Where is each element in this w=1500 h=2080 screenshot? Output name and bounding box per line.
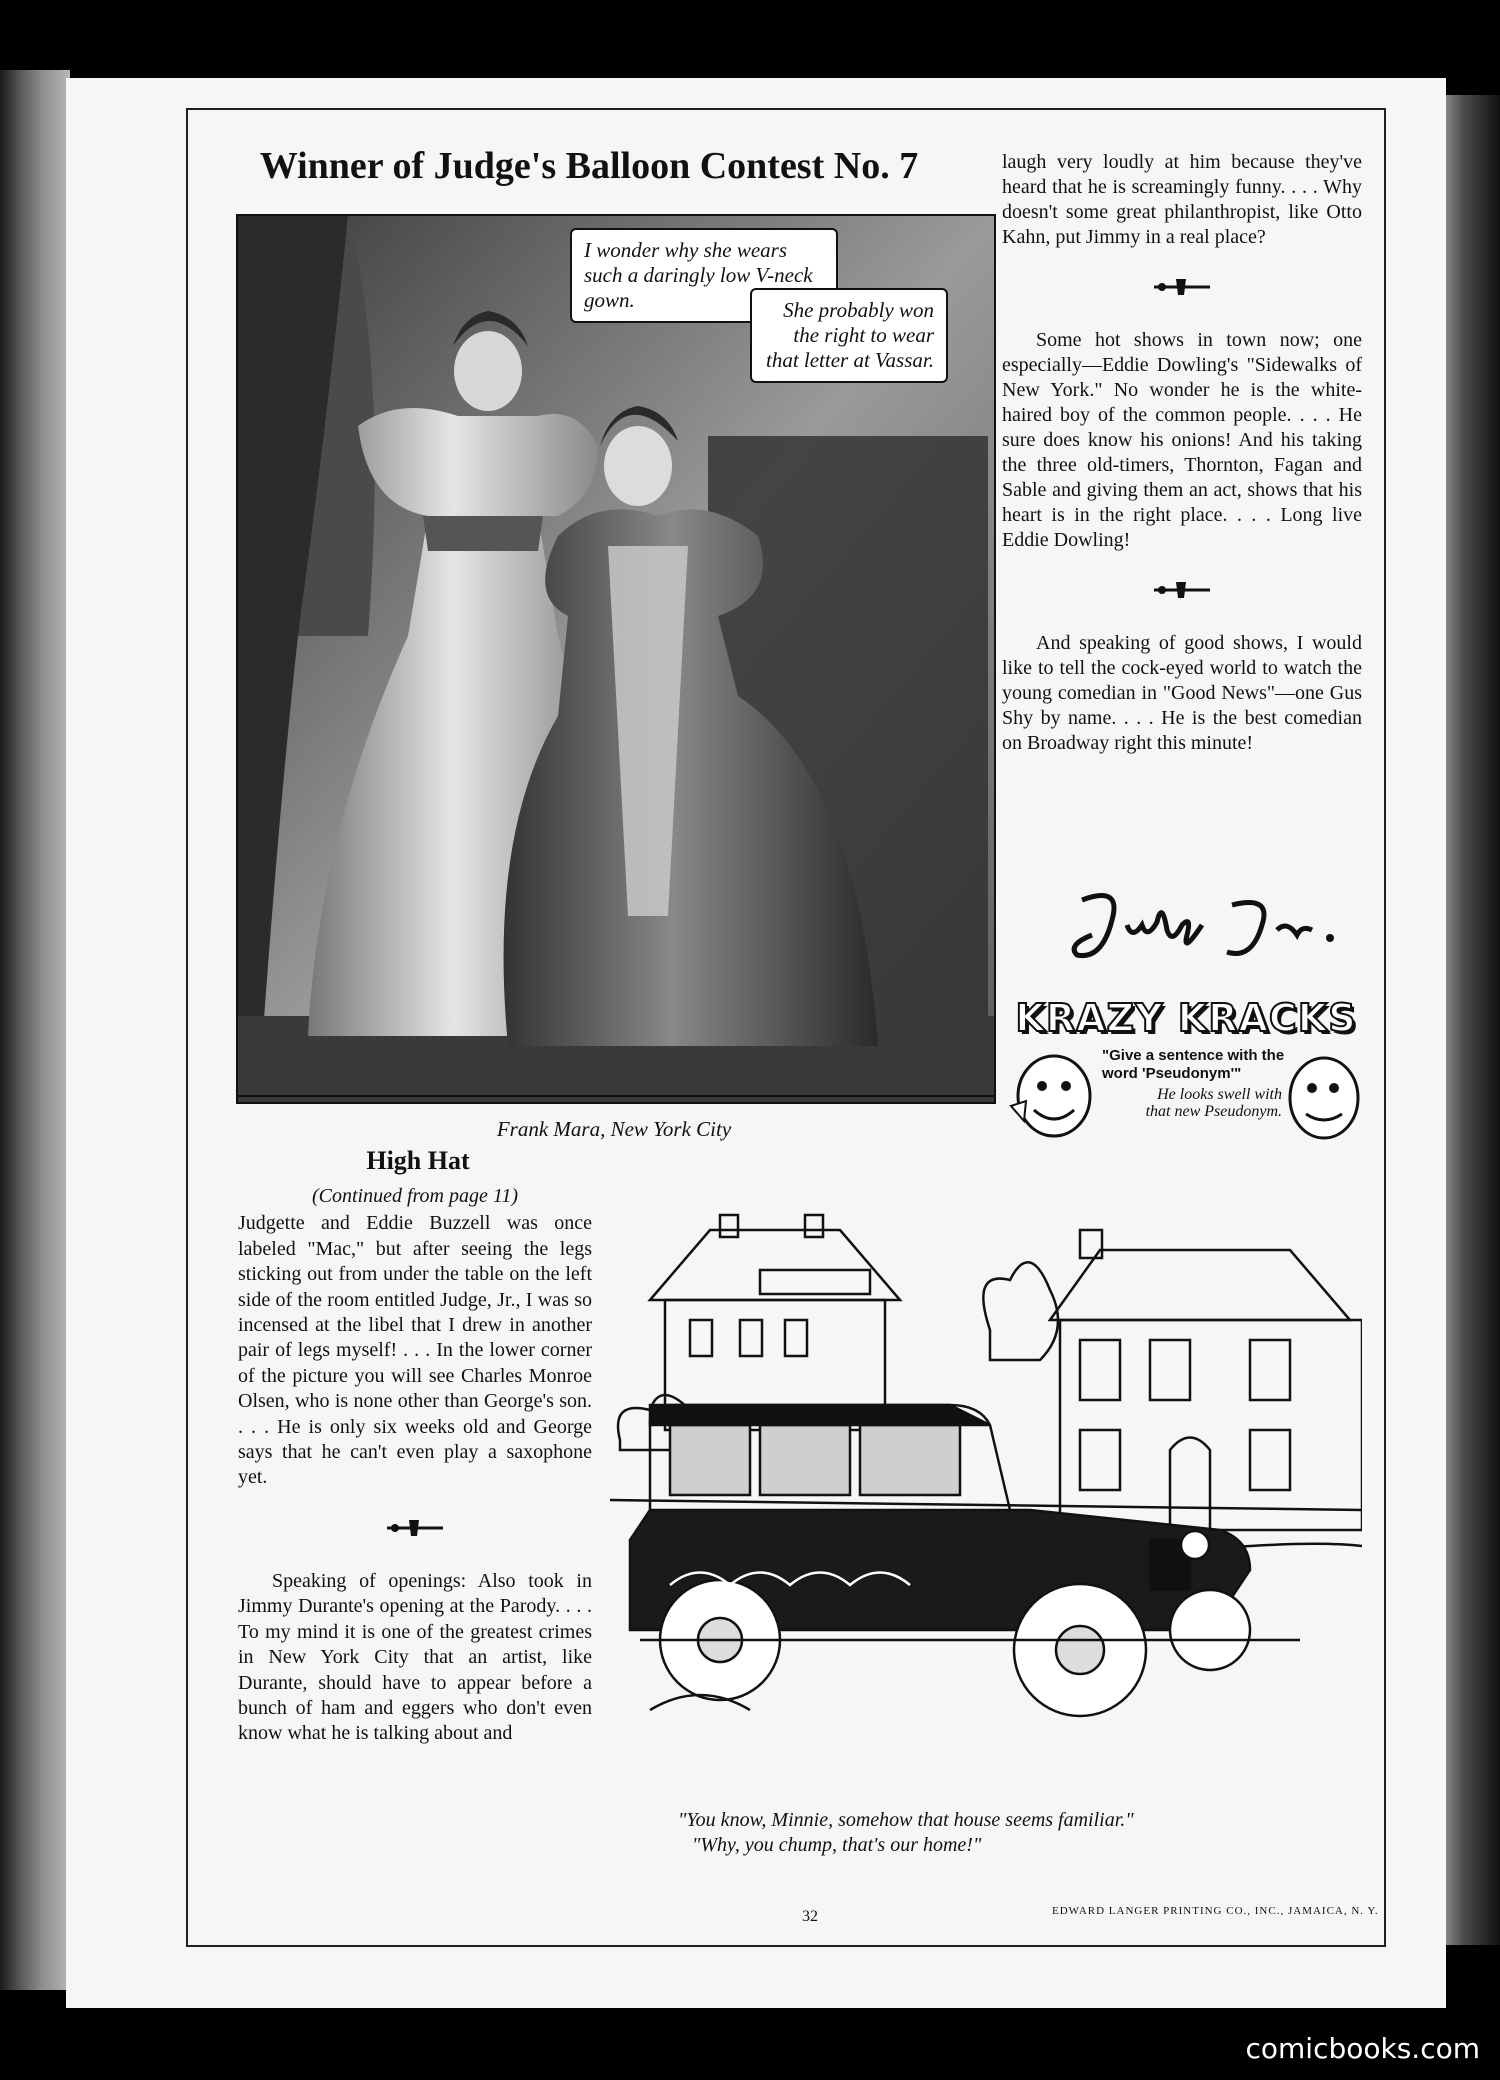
left-paragraph-1: Judgette and Eddie Buzzell was once labeled "Mac," but after seeing the legs sticking out from under the table on the left side of the room entitled Judge, Jr., I was so incensed at the libel that I drew in another pair of legs myself! . . . In the lower corner of the picture you will see Charles Monroe Olsen, who is none other than George's son. . . . He is only six weeks old and George says that he can't even play a saxophone yet. bbox=[238, 1212, 592, 1489]
speech-bubble-1: I wonder why she wears such a daringly low V-neck gown. bbox=[570, 228, 838, 323]
cartoon-face-left-icon bbox=[1006, 1046, 1096, 1146]
krazy-kracks-answer: He looks swell with that new Pseudonym. bbox=[1145, 1086, 1282, 1120]
car-caption-line-2: "Why, you chump, that's our home!" bbox=[692, 1834, 982, 1856]
judge-jr-signature bbox=[1062, 880, 1362, 970]
pen-divider-icon bbox=[1152, 276, 1212, 298]
car-caption-line-1: "You know, Minnie, somehow that house seems familiar." bbox=[678, 1809, 1134, 1831]
right-paragraph-3: And speaking of good shows, I would like to tell the cock-eyed world to watch the young comedian in "Good News"—one Gus Shy by name. . . . He is the best comedian on Broadway right this minute! bbox=[1002, 632, 1362, 754]
page-title: Winner of Judge's Balloon Contest No. 7 bbox=[259, 145, 919, 187]
speech-bubble-2: She probably won the right to wear that letter at Vassar. bbox=[750, 288, 948, 383]
pen-divider-icon bbox=[385, 1517, 445, 1539]
printer-credit: EDWARD LANGER PRINTING CO., INC., JAMAICA, N. Y. bbox=[1052, 1905, 1379, 1917]
book-edge-left bbox=[0, 70, 70, 1990]
left-column bbox=[238, 1184, 592, 1747]
right-paragraph-2: Some hot shows in town now; one especially—Eddie Dowling's "Sidewalks of New York." No wonder he is the white-haired boy of the common people. . . . He sure does know his onions! And his taking the three old-timers, Thornton, Fagan and Sable and giving them an act, shows that his heart is in the right place. . . . Long live Eddie Dowling! bbox=[1002, 329, 1362, 551]
car-cartoon-illustration bbox=[610, 1210, 1362, 1790]
continued-note: (Continued from page 11) bbox=[311, 1185, 519, 1207]
pen-divider-icon bbox=[1152, 579, 1212, 601]
car-cartoon-drawing bbox=[610, 1210, 1362, 1790]
book-edge-right bbox=[1440, 95, 1500, 1945]
right-paragraph-1: laugh very loudly at him because they've heard that he is screamingly funny. . . . Why doesn't some great philanthropist, like Otto Kahn, put Jimmy in a real place? bbox=[1002, 151, 1362, 248]
krazy-kracks-panel bbox=[1006, 996, 1366, 1146]
page-number: 32 bbox=[802, 1908, 818, 1925]
right-column bbox=[1002, 150, 1362, 756]
krazy-kracks-title: KRAZY KRACKS bbox=[1015, 996, 1357, 1040]
high-hat-heading: High Hat bbox=[366, 1146, 470, 1175]
krazy-kracks-prompt: "Give a sentence with the word 'Pseudonym'" bbox=[1102, 1047, 1285, 1082]
ladies-illustration bbox=[236, 214, 996, 1104]
site-watermark: comicbooks.com bbox=[1245, 2032, 1480, 2065]
left-paragraph-2: Speaking of openings: Also took in Jimmy Durante's opening at the Parody. . . . To my mind it is one of the greatest crimes in New York City that an artist, like Durante, should have to appear before a bunch of ham and eggers who don't even know what he is talking about and bbox=[238, 1569, 592, 1745]
contest-winner-caption: Frank Mara, New York City bbox=[496, 1117, 732, 1141]
car-cartoon-caption bbox=[678, 1808, 1318, 1858]
